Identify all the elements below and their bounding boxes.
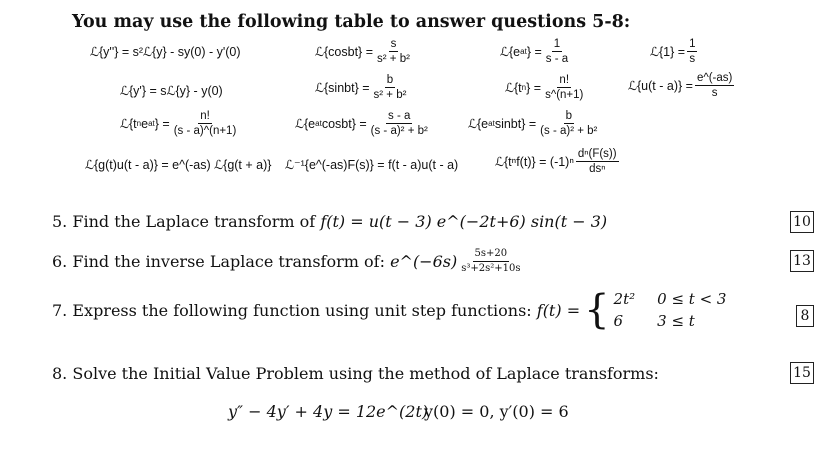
formula-laplace-one: ℒ{1} = $\frac{1}{s}$: [650, 38, 696, 65]
formula-laplace-y-double-prime: [90, 44, 241, 59]
question-7: [52, 287, 727, 333]
formula-laplace-exp: ℒ{e at } = $\frac{1}{s - a}$: [500, 38, 569, 65]
question-number: 7.: [52, 300, 68, 320]
formula-laplace-unit-step: ℒ{u(t - a)} = $\frac{e\^{}(-as)}{s}$: [628, 72, 733, 99]
ode-equation: y″ − 4y′ + 4y = 12e^(2t): [228, 402, 429, 421]
question-number: 5.: [52, 212, 68, 231]
question-math: f(t) = u(t − 3) e^(−2t+6) sin(t − 3): [320, 212, 608, 231]
fraction: $\frac{\text{dⁿ(F(s))}}{\text{dsⁿ}}$: [577, 148, 617, 175]
initial-conditions: y(0) = 0, y′(0) = 6: [424, 402, 569, 421]
formula-laplace-tn-exp: ℒ{t n e at } = $\frac{n!}{(s - a)\^{}(n+1)}$: [120, 110, 237, 137]
fraction: $\frac{n!}{s\^{}(n+1)}$: [545, 74, 584, 101]
formula-laplace-exp-cos: ℒ{e at cosbt} = $\frac{s - a}{\text{(s - a)² + b²}}$: [295, 110, 428, 137]
formula-derivative-transform: ℒ{tⁿf(t)} = (-1)ⁿ $\frac{\text{dⁿ(F(s))}}{\text{dsⁿ}}$: [495, 148, 617, 175]
formula-laplace-exp-sin: ℒ{e at sinbt} = $\frac{b}{\text{(s - a)² + b²}}$: [468, 110, 598, 137]
question-text: Find the inverse Laplace transform of:: [72, 252, 385, 271]
formula-laplace-tn: ℒ{t n } = $\frac{n!}{s\^{}(n+1)}$: [505, 74, 584, 101]
left-brace-icon: {: [584, 287, 610, 333]
fraction: $\frac{1}{s - a}$: [545, 38, 569, 65]
table-heading: You may use the following table to answer questions 5-8:: [72, 12, 631, 32]
fraction: $\frac{b}{\text{(s - a)² + b²}}$: [540, 110, 598, 137]
formula-lhs: ℒ{cosbt} =: [315, 45, 374, 59]
question-text: Express the following function using unit step functions:: [72, 300, 532, 320]
formula-laplace-sin: ℒ{sinbt} = $\frac{b}{\text{s² + b²}}$: [315, 74, 407, 101]
question-number: 8.: [52, 364, 68, 383]
formula-inverse-shift: ℒ⁻¹{e^(-as)F(s)} = f(t - a)u(t - a): [285, 158, 459, 172]
fraction: $\frac{s - a}{\text{(s - a)² + b²}}$: [370, 110, 428, 137]
points-box-q7: 8: [796, 305, 814, 327]
formula-second-shift: ℒ{g(t)u(t - a)} = e^(-as) ℒ{g(t + a)}: [85, 158, 272, 172]
question-number: 6.: [52, 252, 68, 271]
question-5: [52, 212, 607, 231]
question-text: Solve the Initial Value Problem using the method of Laplace transforms:: [72, 364, 659, 383]
piecewise-function: [584, 287, 727, 333]
fraction: $\frac{n!}{(s - a)\^{}(n+1)}$: [173, 110, 237, 137]
fraction: $\frac{s}{\text{s² + b²}}$: [377, 38, 410, 65]
fraction: $\frac{5s+20}{\text{s³+2s²+10s}}$: [461, 248, 521, 274]
question-8: [52, 364, 659, 383]
question-math: f(t) =: [536, 300, 581, 320]
fraction: $\frac{1}{s}$: [689, 38, 696, 65]
formula-text: ℒ{y''} = s²ℒ{y} - sy(0) - y'(0): [90, 45, 241, 59]
points-box-q5: 10: [790, 211, 814, 233]
points-box-q8: 15: [790, 362, 814, 384]
piecewise-cases: 2t² 0 ≤ t < 3 6 3 ≤ t: [613, 290, 727, 330]
question-text: Find the Laplace transform of: [72, 212, 316, 231]
question-math: e^(−6s): [390, 252, 458, 271]
formula-laplace-cos: [315, 38, 414, 65]
fraction: $\frac{e\^{}(-as)}{s}$: [696, 72, 733, 99]
points-box-q6: 13: [790, 250, 814, 272]
formula-laplace-y-prime: ℒ{y'} = sℒ{y} - y(0): [120, 84, 223, 98]
question-6: [52, 248, 524, 275]
fraction: $\frac{b}{\text{s² + b²}}$: [373, 74, 407, 101]
